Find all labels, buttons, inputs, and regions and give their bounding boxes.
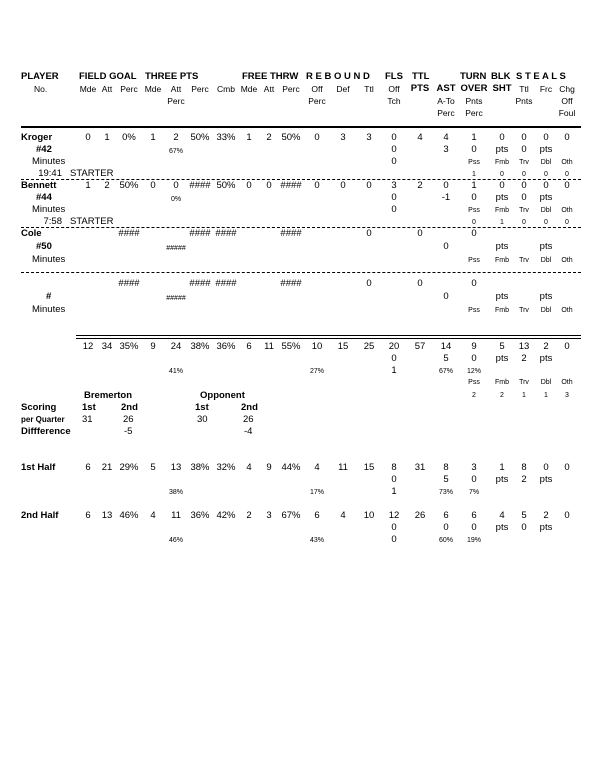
ast-ato: -1 <box>441 192 451 203</box>
starter-label: STARTER <box>70 168 114 179</box>
rb-def: 11 <box>338 462 348 473</box>
header-rb-def: Def <box>336 84 350 94</box>
header-tp-cmb: Cmb <box>217 84 235 94</box>
sub-trv-label: Trv <box>519 207 529 214</box>
ast: 8 <box>443 462 449 473</box>
tp-perc: 38% <box>190 341 210 352</box>
tp-made: 4 <box>150 510 156 521</box>
header-fls-off: Off <box>388 84 400 94</box>
blk-pts: pts <box>495 353 509 364</box>
fg-perc: #### <box>118 278 140 289</box>
turnovers: 1 <box>471 180 477 191</box>
header-fg-mde: Mde <box>79 84 97 94</box>
sub-fmb-label: Fmb <box>495 207 509 214</box>
header-ft-perc: Perc <box>282 84 300 94</box>
turnovers: 1 <box>471 132 477 143</box>
opp-1st-label: 1st <box>195 402 209 413</box>
header-tp-att: Att <box>170 84 182 94</box>
ft-made: 6 <box>246 341 252 352</box>
header-tp-att-perc: Perc <box>167 96 185 106</box>
st-chg: 0 <box>564 462 570 473</box>
scoring-label: Scoring <box>21 402 57 413</box>
to-pnts: 0 <box>471 522 477 533</box>
header-ttl: TTL <box>412 71 430 82</box>
fls-off: 0 <box>391 192 397 203</box>
rb-def: 15 <box>337 341 349 352</box>
ft-perc: 55% <box>281 341 301 352</box>
tp-cmb: #### <box>215 228 237 239</box>
ft-perc: #### <box>280 278 302 289</box>
header-divider <box>21 126 581 128</box>
to-perc: 7% <box>468 489 480 496</box>
blk-pts: pts <box>495 474 509 485</box>
fls: 0 <box>417 278 423 289</box>
sub-dbl-label: Dbl <box>540 379 552 386</box>
tp-perc: 36% <box>190 510 210 521</box>
ft-att: 0 <box>266 180 272 191</box>
rb-sub-perc: 27% <box>309 368 325 375</box>
sub-pss-label: Pss <box>468 307 480 314</box>
st-pts: pts <box>539 353 553 364</box>
minutes-label: Minutes <box>32 156 66 167</box>
st-chg: 0 <box>564 132 570 143</box>
sub-fmb-label: Fmb <box>495 307 509 314</box>
blk-pts: pts <box>495 522 509 533</box>
ft-perc: #### <box>280 180 302 191</box>
ft-made: 4 <box>246 462 252 473</box>
ast-perc: 67% <box>438 368 454 375</box>
header-st-off: Off <box>561 96 573 106</box>
ast: 6 <box>443 510 449 521</box>
ft-perc: 50% <box>281 132 301 143</box>
pts: 31 <box>414 462 426 473</box>
sub-pss-label: Pss <box>468 379 480 386</box>
opp-2nd-label: 2nd <box>241 402 258 413</box>
st-ttl: 13 <box>518 341 530 352</box>
header-tp-mde: Mde <box>144 84 162 94</box>
rb-ttl: 15 <box>363 462 375 473</box>
sub-fmb-label: Fmb <box>495 159 509 166</box>
team-1st-label: 1st <box>82 402 96 413</box>
sub-oth-value: 3 <box>565 392 569 399</box>
st-chg: 0 <box>564 180 570 191</box>
ast: 4 <box>443 132 449 143</box>
sub-pss-value: 0 <box>472 219 476 226</box>
st-ttl: 5 <box>521 510 527 521</box>
rb-ttl: 10 <box>363 510 375 521</box>
ast-ato: 0 <box>443 522 449 533</box>
fg-made: 6 <box>85 462 91 473</box>
team-1st-score: 31 <box>82 414 93 425</box>
st-pts: pts <box>539 474 553 485</box>
header-steals: S T E A L S <box>516 71 566 82</box>
st-chg: 0 <box>564 341 570 352</box>
minutes-label: Minutes <box>32 254 66 265</box>
rb-sub-perc: 17% <box>309 489 325 496</box>
rb-ttl: 0 <box>366 228 372 239</box>
player-name: Cole <box>21 228 42 239</box>
fls: 20 <box>388 341 400 352</box>
header-ft-mde: Mde <box>240 84 258 94</box>
rb-ttl: 0 <box>366 180 372 191</box>
fls-tch: 1 <box>391 365 397 376</box>
header-st-frc: Frc <box>539 84 553 94</box>
sub-fmb-value: 1 <box>500 219 504 226</box>
fg-made: 0 <box>85 132 91 143</box>
header-fg-perc: Perc <box>120 84 138 94</box>
header-no: No. <box>34 84 48 94</box>
sub-pss-value: 2 <box>472 392 476 399</box>
tp-sub-perc: ##### <box>166 245 186 252</box>
fg-made: 6 <box>85 510 91 521</box>
tp-perc: 38% <box>190 462 210 473</box>
rb-off: 10 <box>311 341 323 352</box>
half-label: 2nd Half <box>21 510 59 521</box>
fg-perc: 46% <box>119 510 139 521</box>
header-fg-att: Att <box>101 84 113 94</box>
team-name: Bremerton <box>84 390 133 401</box>
fg-made: 1 <box>85 180 91 191</box>
to-pnts: 0 <box>471 474 477 485</box>
fg-att: 13 <box>101 510 113 521</box>
blk-pts: pts <box>495 192 509 203</box>
blk: 5 <box>499 341 505 352</box>
header-st-foul: Foul <box>558 108 576 118</box>
tp-perc: #### <box>189 278 211 289</box>
player-number: #42 <box>36 144 52 155</box>
sub-pss-label: Pss <box>468 159 480 166</box>
team-2nd-label: 2nd <box>121 402 138 413</box>
header-st-ttl: Ttl <box>519 84 529 94</box>
st-ttl: 0 <box>521 180 527 191</box>
turnovers: 6 <box>471 510 477 521</box>
header-st-pnts: Pnts <box>515 96 533 106</box>
ft-made: 0 <box>246 180 252 191</box>
header-pts: PTS <box>410 83 430 94</box>
header-tp-perc: Perc <box>191 84 209 94</box>
ft-made: 2 <box>246 510 252 521</box>
header-field-goal: FIELD GOAL <box>79 71 137 82</box>
pts: 4 <box>417 132 423 143</box>
ft-att: 11 <box>264 341 274 352</box>
header-free-thrw: FREE THRW <box>242 71 299 82</box>
rb-def: 3 <box>340 132 346 143</box>
blk: 4 <box>499 510 505 521</box>
tp-cmb: 33% <box>216 132 236 143</box>
turnovers: 9 <box>471 341 477 352</box>
blk-pts: pts <box>495 291 509 302</box>
fg-att: 34 <box>101 341 113 352</box>
tp-att: 13 <box>170 462 182 473</box>
ft-att: 2 <box>266 132 272 143</box>
st-chg: 0 <box>564 510 570 521</box>
to-perc: 19% <box>466 537 482 544</box>
header-ast: AST <box>436 83 456 94</box>
tp-att: 24 <box>170 341 182 352</box>
ast-ato: 0 <box>443 241 449 252</box>
rb-off: 0 <box>314 180 320 191</box>
sub-dbl-label: Dbl <box>540 207 552 214</box>
tp-made: 5 <box>150 462 156 473</box>
team-diff: -5 <box>124 426 133 437</box>
st-pts: pts <box>539 192 553 203</box>
player-number: #44 <box>36 192 52 203</box>
player-name: Kroger <box>21 132 53 143</box>
tp-att: 2 <box>173 132 179 143</box>
header-rb-off-perc: Perc <box>308 96 326 106</box>
tp-sub-perc: 46% <box>168 537 184 544</box>
time-played: 19:41 <box>38 168 62 179</box>
header-st-chg: Chg <box>559 84 575 94</box>
sub-trv-label: Trv <box>519 307 529 314</box>
fg-perc: 35% <box>119 341 139 352</box>
minutes-label: Minutes <box>32 204 66 215</box>
blk: 0 <box>499 132 505 143</box>
to-pnts: 0 <box>471 353 477 364</box>
sub-dbl-value: 0 <box>544 171 548 178</box>
header-to-perc: Perc <box>465 108 483 118</box>
sub-pss-label: Pss <box>468 257 480 264</box>
fg-made: 12 <box>82 341 94 352</box>
tp-sub-perc: 41% <box>168 368 184 375</box>
pts: 57 <box>414 341 426 352</box>
fg-perc: 50% <box>119 180 139 191</box>
fls-tch: 1 <box>391 486 397 497</box>
ast: 0 <box>443 180 449 191</box>
rb-sub-perc: 43% <box>309 537 325 544</box>
time-played: 7:58 <box>43 216 62 227</box>
to-pnts: 0 <box>471 192 477 203</box>
half-label: 1st Half <box>21 462 56 473</box>
fg-att: 21 <box>101 462 113 473</box>
player-number: #50 <box>36 241 52 252</box>
to-perc: 12% <box>466 368 482 375</box>
tp-cmb: 50% <box>216 180 236 191</box>
st-frc: 2 <box>543 510 549 521</box>
header-to-pnts: Pnts <box>465 96 483 106</box>
fls: 0 <box>391 132 397 143</box>
per-quarter-label: per Quarter <box>21 415 65 424</box>
ast: 14 <box>440 341 452 352</box>
st-frc: 0 <box>543 462 549 473</box>
sub-trv-value: 1 <box>522 392 526 399</box>
sub-oth-label: Oth <box>561 159 573 166</box>
fg-att: 1 <box>104 132 110 143</box>
blk: 0 <box>499 180 505 191</box>
ast-ato: 3 <box>443 144 449 155</box>
st-pnts: 0 <box>521 192 527 203</box>
sub-dbl-value: 1 <box>544 392 548 399</box>
header-fls-tch: Tch <box>387 96 401 106</box>
sub-fmb-label: Fmb <box>495 257 509 264</box>
turnovers: 3 <box>471 462 477 473</box>
header-rb-off: Off <box>311 84 323 94</box>
st-frc: 0 <box>543 180 549 191</box>
header-ast-perc: Perc <box>437 108 455 118</box>
header-ast-ato: A-To <box>437 96 455 106</box>
sub-oth-value: 0 <box>565 219 569 226</box>
fls: 3 <box>391 180 397 191</box>
sub-dbl-label: Dbl <box>540 257 552 264</box>
starter-label: STARTER <box>70 216 114 227</box>
header-rebound: R E B O U N D <box>306 71 370 82</box>
st-ttl: 0 <box>521 132 527 143</box>
sub-trv-label: Trv <box>519 159 529 166</box>
header-over: OVER <box>460 83 488 94</box>
ft-made: 1 <box>246 132 252 143</box>
ft-perc: 44% <box>281 462 301 473</box>
header-ft-att: Att <box>263 84 275 94</box>
fls: 12 <box>388 510 400 521</box>
tp-perc: 50% <box>190 132 210 143</box>
header-blk: BLK <box>491 71 511 82</box>
header-three-pts: THREE PTS <box>145 71 199 82</box>
turnovers: 0 <box>471 228 477 239</box>
tp-made: 1 <box>150 132 156 143</box>
ft-att: 3 <box>266 510 272 521</box>
st-pts: pts <box>539 241 553 252</box>
blk-pts: pts <box>495 241 509 252</box>
sub-oth-value: 0 <box>565 171 569 178</box>
sub-trv-label: Trv <box>519 257 529 264</box>
sub-oth-label: Oth <box>561 257 573 264</box>
sub-dbl-value: 0 <box>544 219 548 226</box>
fls: 8 <box>391 462 397 473</box>
fls-tch: 0 <box>391 156 397 167</box>
fls-tch: 0 <box>391 534 397 545</box>
header-sht: SHT <box>492 83 512 94</box>
ast-ato: 5 <box>443 353 449 364</box>
sub-dbl-label: Dbl <box>540 307 552 314</box>
ft-perc: #### <box>280 228 302 239</box>
tp-perc: #### <box>189 228 211 239</box>
player-divider <box>21 272 581 273</box>
sub-pss-value: 1 <box>472 171 476 178</box>
fg-perc: 29% <box>119 462 139 473</box>
turnovers: 0 <box>471 278 477 289</box>
opp-diff: -4 <box>244 426 253 437</box>
sub-fmb-value: 2 <box>500 392 504 399</box>
player-number: # <box>46 291 52 302</box>
totals-divider-top <box>76 335 581 336</box>
tp-made: 0 <box>150 180 156 191</box>
st-pnts: 0 <box>521 522 527 533</box>
header-rb-ttl: Ttl <box>364 84 374 94</box>
tp-cmb: 36% <box>216 341 236 352</box>
ast-ato: 5 <box>443 474 449 485</box>
st-ttl: 8 <box>521 462 527 473</box>
rb-ttl: 0 <box>366 278 372 289</box>
tp-sub-perc: 67% <box>168 148 184 155</box>
st-pnts: 2 <box>521 474 527 485</box>
blk-pts: pts <box>495 144 509 155</box>
team-2nd-score: 26 <box>123 414 134 425</box>
st-pnts: 2 <box>521 353 527 364</box>
ast-perc: 60% <box>438 537 454 544</box>
opp-1st-score: 30 <box>197 414 208 425</box>
tp-perc: #### <box>189 180 211 191</box>
player-name: Bennett <box>21 180 57 191</box>
rb-ttl: 25 <box>363 341 375 352</box>
rb-ttl: 3 <box>366 132 372 143</box>
fls-off: 0 <box>391 144 397 155</box>
sub-trv-label: Trv <box>519 379 529 386</box>
st-pts: pts <box>539 291 553 302</box>
fls-off: 0 <box>391 353 397 364</box>
fg-att: 2 <box>104 180 110 191</box>
rb-def: 0 <box>340 180 346 191</box>
sub-oth-label: Oth <box>561 379 573 386</box>
ast-perc: 73% <box>438 489 454 496</box>
rb-off: 6 <box>314 510 320 521</box>
opp-2nd-score: 26 <box>243 414 254 425</box>
st-pts: pts <box>539 144 553 155</box>
pts: 2 <box>417 180 423 191</box>
header-player: PLAYER <box>21 71 59 82</box>
header-turn: TURN <box>460 71 487 82</box>
fls-off: 0 <box>391 474 397 485</box>
fg-perc: #### <box>118 228 140 239</box>
sub-trv-value: 0 <box>522 171 526 178</box>
pts: 26 <box>414 510 426 521</box>
fls: 0 <box>417 228 423 239</box>
fls-off: 0 <box>391 522 397 533</box>
st-pnts: 0 <box>521 144 527 155</box>
tp-att: 0 <box>173 180 179 191</box>
tp-cmb: 32% <box>216 462 236 473</box>
tp-cmb: #### <box>215 278 237 289</box>
to-pnts: 0 <box>471 144 477 155</box>
tp-cmb: 42% <box>216 510 236 521</box>
ft-perc: 67% <box>281 510 301 521</box>
totals-divider-bottom <box>76 338 581 339</box>
minutes-label: Minutes <box>32 304 66 315</box>
tp-sub-perc: 0% <box>170 196 182 203</box>
sub-trv-value: 0 <box>522 219 526 226</box>
sub-pss-label: Pss <box>468 207 480 214</box>
ast-ato: 0 <box>443 291 449 302</box>
tp-sub-perc: ##### <box>166 295 186 302</box>
tp-sub-perc: 38% <box>168 489 184 496</box>
rb-off: 0 <box>314 132 320 143</box>
st-pts: pts <box>539 522 553 533</box>
fg-perc: 0% <box>122 132 136 143</box>
header-fls: FLS <box>385 71 403 82</box>
blk: 1 <box>499 462 505 473</box>
sub-oth-label: Oth <box>561 307 573 314</box>
sub-fmb-label: Fmb <box>495 379 509 386</box>
difference-label: Diffference <box>21 426 71 437</box>
sub-dbl-label: Dbl <box>540 159 552 166</box>
sub-fmb-value: 0 <box>500 171 504 178</box>
rb-off: 4 <box>314 462 320 473</box>
opponent-name: Opponent <box>200 390 245 401</box>
ft-att: 9 <box>266 462 272 473</box>
rb-def: 4 <box>340 510 346 521</box>
tp-att: 11 <box>171 510 181 521</box>
tp-made: 9 <box>150 341 156 352</box>
sub-oth-label: Oth <box>561 207 573 214</box>
st-frc: 2 <box>543 341 549 352</box>
st-frc: 0 <box>543 132 549 143</box>
fls-tch: 0 <box>391 204 397 215</box>
